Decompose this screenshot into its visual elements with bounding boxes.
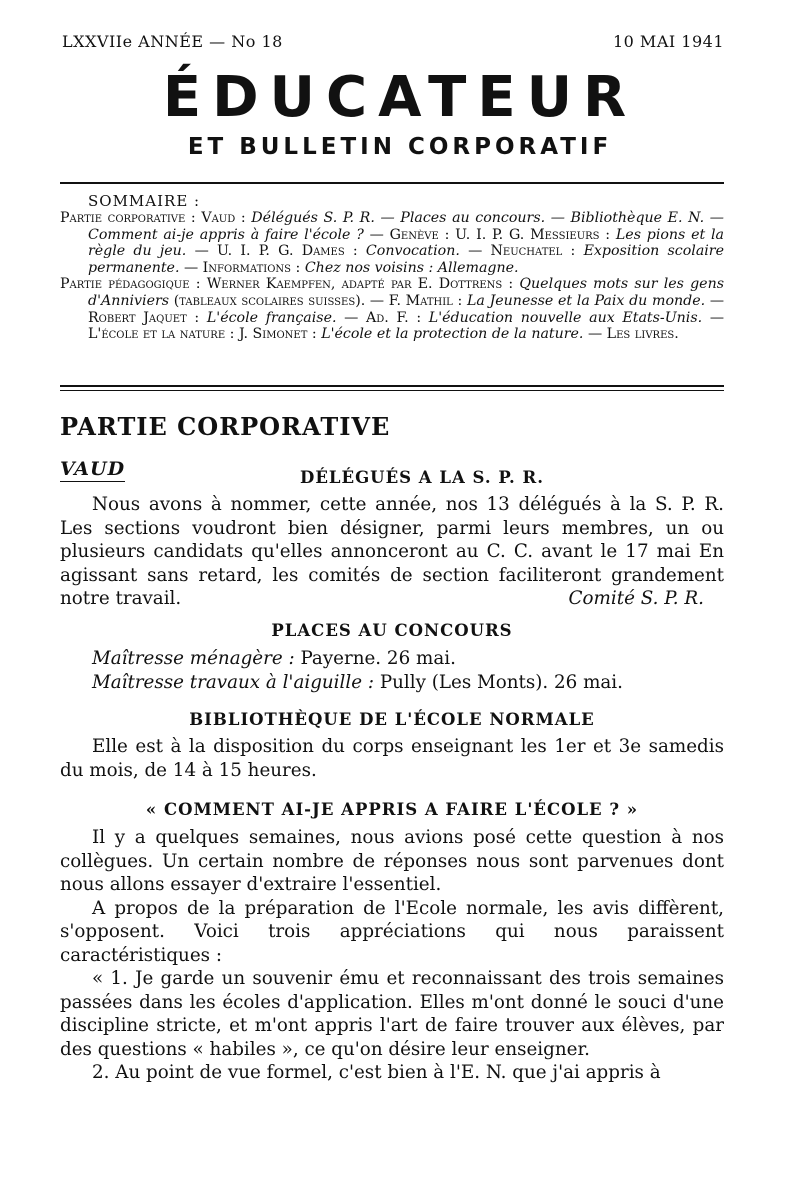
places-line-1: Maîtresse ménagère : Payerne. 26 mai. xyxy=(92,648,456,669)
comment-block xyxy=(60,826,724,1085)
bibliotheque-text: Elle est à la disposition du corps enseignant les 1er et 3e samedis du mois, de 14 à 15 heures. xyxy=(60,736,724,781)
places-block xyxy=(60,647,724,694)
comment-p2: A propos de la préparation de l'Ecole normale, les avis diffèrent, s'opposent. Voici trois appréciations qui nous paraissent caractéristiques : xyxy=(60,897,724,966)
sommaire-corporative: Partie corporative : Vaud : Délégués S. P. R. — Places au concours. — Bibliothèque E. N. — Comment ai-je appris à faire l'école ? — Genève : U. I. P. G. Messieurs : Les pions et la règle du jeu. — U. I. P. G. Dames : Convocation. — Neuchatel : Exposition scolaire permanente. — Informations : Chez nos voisins : Allemagne. xyxy=(60,210,725,276)
section-vaud: VAUD xyxy=(60,458,126,480)
comment-p4: 2. Au point de vue formel, c'est bien à l'E. N. que j'ai appris à xyxy=(92,1062,661,1083)
heading-delegues: DÉLÉGUÉS A LA S. P. R. xyxy=(300,468,544,487)
issue-date: 10 MAI 1941 xyxy=(612,32,724,51)
comment-p1: Il y a quelques semaines, nous avions posé cette question à nos collègues. Un certain nombre de réponses nous sont parvenues dont nous allons essayer d'extraire l'essentiel. xyxy=(60,827,724,895)
heading-places: PLACES AU CONCOURS xyxy=(271,621,513,640)
sommaire-pedagogique: Partie pédagogique : Werner Kaempfen, adapté par E. Dottrens : Quelques mots sur les gens d'Anniviers (tableaux scolaires suisses). — F. Mathil : La Jeunesse et la Paix du monde. — Robert Jaquet : L'école française. — Ad. F. : L'éducation nouvelle aux Etats-Unis. — L'école et la nature : J. Simonet : L'école et la protection de la nature. — Les livres. xyxy=(60,276,725,343)
delegues-block xyxy=(60,493,724,611)
delegues-signature: Comité S. P. R. xyxy=(568,588,704,609)
masthead-subtitle: ET BULLETIN CORPORATIF xyxy=(187,134,613,160)
bibliotheque-block xyxy=(60,735,724,782)
heading-bibliotheque: BIBLIOTHÈQUE DE L'ÉCOLE NORMALE xyxy=(189,710,595,729)
comment-p3: « 1. Je garde un souvenir ému et reconnaissant des trois semaines passées dans les écoles d'application. Elles m'ont donné le souci d'une discipline stricte, et m'ont appris l'art de faire trouver aux élèves, par des questions « habiles », ce qu'on désire leur enseigner. xyxy=(60,968,724,1060)
header-rule xyxy=(60,182,724,184)
masthead-title: ÉDUCATEUR xyxy=(162,65,638,130)
sommaire-block xyxy=(60,210,724,343)
sommaire-rule-1 xyxy=(60,385,724,387)
places-line-2: Maîtresse travaux à l'aiguille : Pully (Les Monts). 26 mai. xyxy=(92,671,623,693)
heading-comment: « COMMENT AI-JE APPRIS A FAIRE L'ÉCOLE ? » xyxy=(145,800,639,819)
sommaire-title: SOMMAIRE : xyxy=(88,192,201,210)
issue-number: LXXVIIe ANNÉE — No 18 xyxy=(62,32,283,51)
delegues-text: Nous avons à nommer, cette année, nos 13 délégués à la S. P. R. Les sections voudront bien désigner, parmi leurs membres, un ou plusieurs candidats qu'elles annonceront au C. C. avant le 17 mai En agissant sans retard, les comités de section faciliteront grandement notre travail. Comité S. P. R. xyxy=(60,494,724,609)
sommaire-rule-2 xyxy=(60,390,724,391)
part-title: PARTIE CORPORATIVE xyxy=(60,412,391,441)
